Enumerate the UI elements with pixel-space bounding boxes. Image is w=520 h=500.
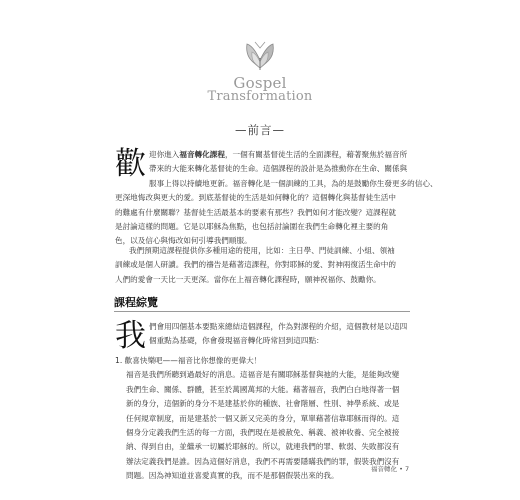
list-item-line: 我們生命、關係、群體，甚至於萬國萬邦的大能。藉著福音，我們白白地得著一個 bbox=[126, 384, 400, 394]
course-name-emphasis: 福音轉化課程 bbox=[179, 150, 225, 159]
usage-line: 我們預期這課程提供你多種用途的使用，比如：主日學、門徒訓練、小組、領袖 bbox=[129, 246, 395, 255]
list-item-heading bbox=[115, 354, 415, 368]
usage-line: 訓練或是個人研讀。我們的禱告是藉著這課程，你對耶穌的愛、對神兩復活生命中的 bbox=[115, 260, 396, 270]
logo-text-line2: Transformation bbox=[207, 89, 313, 104]
list-item-line: 納、得到自由，並繼承一切屬於耶穌的。所以，就連我們的罪、軟弱、失敗都沒有 bbox=[126, 442, 400, 452]
page-footer: 福音轉化 • 7 bbox=[371, 465, 410, 473]
intro-line: 更深地悔改與更大的愛。到底基督徒的生活是如何轉化的？這個轉化與基督徒生活中 bbox=[115, 193, 396, 203]
list-item-line: 辦法定義我們是誰。因為這個好消息，我們不再需要隱瞞我們的罪，假裝我們沒有 bbox=[126, 456, 400, 466]
intro-line: 的難處有什麼關聯？基督徒生活最基本的要素有那些？我們如何才能改變？這課程就 bbox=[115, 207, 396, 217]
list-item bbox=[115, 354, 415, 484]
butterfly-icon bbox=[241, 38, 279, 74]
usage-paragraph bbox=[115, 244, 410, 287]
intro-line: 色，以及信心與悔改如何引導我們順服。 bbox=[115, 236, 252, 246]
intro-line bbox=[115, 148, 410, 162]
overview-divider bbox=[114, 311, 410, 312]
intro-paragraph bbox=[115, 146, 438, 249]
intro-line: 服事上得以持續地更新。福音轉化是一個訓練的工具，為的是鼓勵你生發更多的信心、 bbox=[149, 178, 438, 188]
intro-dropcap: 歡 bbox=[115, 146, 146, 182]
list-item-number: 1. bbox=[115, 356, 123, 365]
list-item-line: 個身分定義我們生活的每一方面，我們現在是被赦免、稱義、被神收養、完全被接 bbox=[126, 428, 400, 438]
overview-line: 們會用四個基本要點來總結這個課程，作為對課程的介紹，這個教材是以這四 bbox=[149, 322, 408, 331]
intro-line: 是討論這樣的問題。它是以耶穌為焦點，也包括討論圍在我們生命轉化裡主要的角 bbox=[115, 222, 389, 232]
list-item-line: 福音是我們所聽到過最好的消息。這福音是有關耶穌基督與祂的大能，是能夠改變 bbox=[126, 370, 400, 380]
overview-paragraph bbox=[115, 318, 410, 354]
overview-heading: 課程綜覽 bbox=[114, 296, 158, 309]
usage-line: 人們的愛會一天比一天更深。當你在上福音轉化課程時，願神祝福你、鼓勵你。 bbox=[115, 274, 381, 284]
section-title: —前言— bbox=[235, 123, 285, 137]
intro-line-text: 迎你進入福音轉化課程，一個有關基督徒生活的全面課程，藉著聚焦於福音所 bbox=[149, 150, 408, 159]
intro-line: 帶來的大能來轉化基督徒的生命。這個課程的設計是為推動你在生命、關係與 bbox=[149, 164, 408, 174]
list-item-body bbox=[115, 368, 415, 483]
overview-dropcap: 我 bbox=[115, 318, 146, 354]
overview-line: 個重點為基礎，你會發現福音轉化時常回到這四點： bbox=[149, 336, 324, 346]
list-item-line: 問題。因為神知道並喜愛真實的我，而不是那個假裝出來的我。 bbox=[126, 471, 339, 481]
list-item-title: 歡喜快樂吧——福音比你想像的更偉大！ bbox=[124, 356, 262, 365]
list-item-line: 新的身分，這個新的身分不是建基於你的種族、社會階層、性別、神學系統、或是 bbox=[126, 399, 400, 409]
logo-text-line1: Gospel bbox=[233, 74, 287, 92]
list-item-line: 任何規章制度，而是建基於一個又新又完美的身分，單單藉著信靠耶穌而得的。這 bbox=[126, 413, 400, 423]
